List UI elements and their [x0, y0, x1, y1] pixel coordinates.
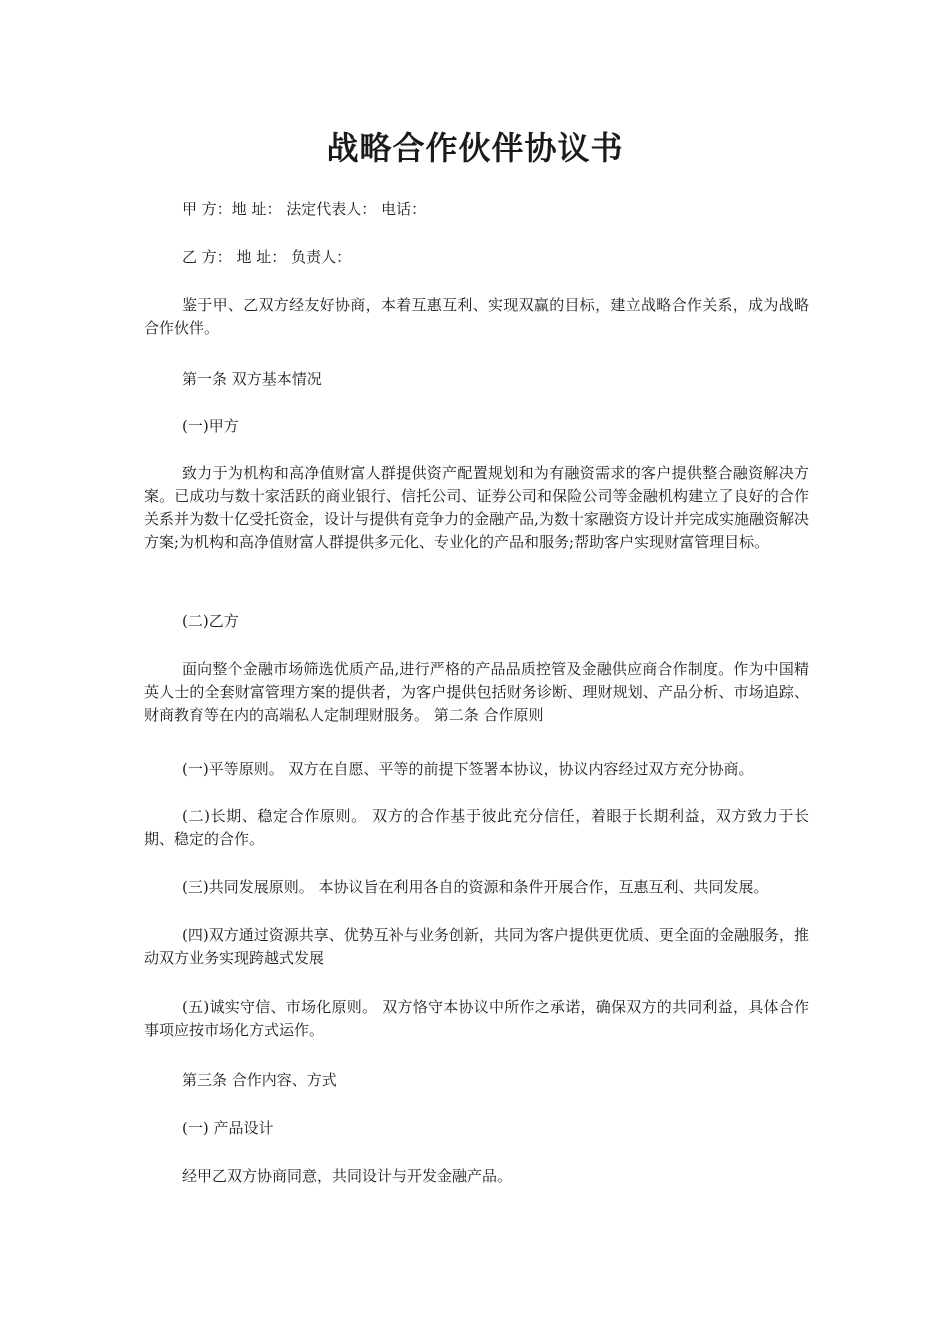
article-3-heading: 第三条 合作内容、方式: [182, 1071, 337, 1089]
product-design-text: 经甲乙双方协商同意，共同设计与开发金融产品。: [182, 1167, 513, 1185]
party-b-heading: (二)乙方: [182, 612, 239, 630]
principle-5: (五)诚实守信、市场化原则。 双方恪守本协议中所作之承诺，确保双方的共同利益，具体合作事项应按市场化方式运作。: [144, 998, 809, 1039]
principle-2: (二)长期、稳定合作原则。 双方的合作基于彼此充分信任，着眼于长期利益，双方致力于长期、稳定的合作。: [144, 807, 809, 848]
product-design-heading: (一) 产品设计: [182, 1119, 274, 1137]
article-1-heading: 第一条 双方基本情况: [182, 370, 322, 388]
party-a-info: 甲 方：地 址： 法定代表人： 电话：: [182, 200, 427, 218]
principle-1: (一)平等原则。 双方在自愿、平等的前提下签署本协议，协议内容经过双方充分协商。: [182, 760, 754, 778]
document-title: 战略合作伙伴协议书: [326, 129, 624, 167]
preamble-paragraph: 鉴于甲、乙双方经友好协商，本着互惠互利、实现双赢的目标，建立战略合作关系，成为战略合作伙伴。: [144, 296, 809, 337]
principle-4: (四)双方通过资源共享、优势互补与业务创新，共同为客户提供更优质、更全面的金融服务，推动双方业务实现跨越式发展: [144, 926, 809, 967]
party-a-heading: (一)甲方: [182, 417, 239, 435]
party-a-description: 致力于为机构和高净值财富人群提供资产配置规划和为有融资需求的客户提供整合融资解决方案。已成功与数十家活跃的商业银行、信托公司、证券公司和保险公司等金融机构建立了良好的合作关系并为数十亿受托资金，设计与提供有竞争力的金融产品,为数十家融资方设计并完成实施融资解决方案;为机构和高净值财富人群提供多元化、专业化的产品和服务;帮助客户实现财富管理目标。: [144, 464, 809, 551]
principle-3: (三)共同发展原则。 本协议旨在利用各自的资源和条件开展合作，互惠互利、共同发展。: [182, 878, 769, 896]
party-b-info: 乙 方： 地 址： 负责人：: [182, 248, 352, 266]
party-b-description: 面向整个金融市场筛选优质产品,进行严格的产品品质控管及金融供应商合作制度。作为中国精英人士的全套财富管理方案的提供者，为客户提供包括财务诊断、理财规划、产品分析、市场追踪、财商教育等在内的高端私人定制理财服务。 第二条 合作原则: [144, 660, 809, 724]
